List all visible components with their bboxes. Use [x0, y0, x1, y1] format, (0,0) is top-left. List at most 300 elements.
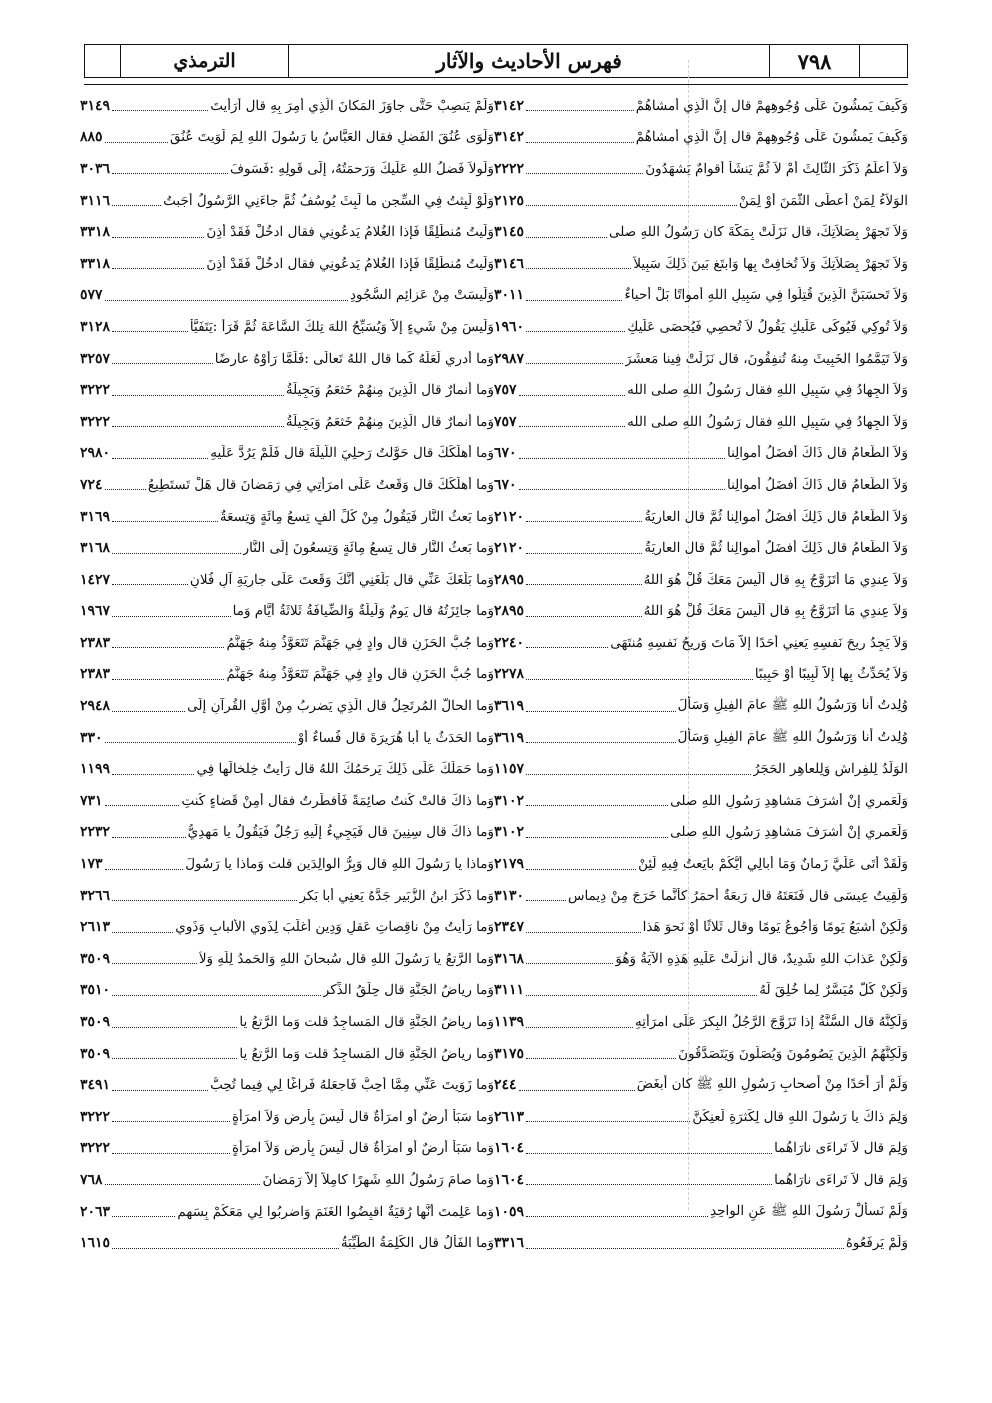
entry-text: وَما زَوَيتَ عَنِّي مِمَّا أُحِبُّ فَاجعَلهُ فَراغًا لِي فِيما تُحِبُّ: [210, 1077, 494, 1094]
index-entry: [80, 1133, 494, 1165]
hadith-number: ٣٠٣٦: [80, 160, 111, 177]
index-entry: [80, 153, 494, 185]
entry-text: وَلَكِنْ أشبَعُ يَومًا وَأجُوعُ يَومًا وقال ثَلاثًا أوْ نَحوَ هَذا: [642, 919, 908, 936]
left-column: [80, 90, 494, 1259]
hadith-number: ٥٧٧: [80, 287, 103, 304]
dot-leader: [105, 805, 180, 806]
entry-text: وَلَعَمرِي إنْ أشرَفَ مَشاهِدِ رَسُولِ اللهِ صلى: [670, 792, 908, 809]
hadith-number: ٣٠١١: [494, 287, 525, 304]
index-entry: [494, 943, 908, 975]
entry-text: وَما سَبَأٌ أرضٌ أوِ امرَأةٌ قال لَيسَ بِأرضٍ وَلاَ امرَأةٍ: [231, 1108, 494, 1125]
hadith-number: ٢٦١٣: [80, 919, 111, 936]
entry-text: وَما رَأيتُ مِنْ ناقِصاتِ عَقلٍ وَدِينٍ أغلَبَ لِذَوِي الألبابِ وَذَوِي: [175, 919, 494, 936]
entry-text: وَلاَ يُحَدِّثُ بِها إلاَّ لَبِيبًا أوْ حَبِيبًا: [754, 666, 908, 683]
dot-leader: [526, 584, 641, 585]
hadith-number: ٢٦١٣: [494, 1108, 525, 1125]
entry-text: وَما سَبَأٌ أرضٌ أوِ امرَأةٌ قال لَيسَ بِأرضٍ وَلاَ امرَأةٍ: [231, 1140, 494, 1157]
header-rule: [84, 84, 908, 85]
dot-leader: [526, 995, 757, 996]
index-entry: [494, 722, 908, 754]
hadith-number: ٣٣١٦: [494, 1235, 525, 1252]
dot-leader: [105, 489, 146, 490]
index-entry: [494, 438, 908, 470]
hadith-number: ٣١١٦: [80, 192, 111, 209]
dot-leader: [526, 1058, 676, 1059]
dot-leader: [526, 553, 642, 554]
index-entry: [494, 122, 908, 154]
entry-text: وَلَقَدْ أتَى عَلَيَّ زَمانٌ وَمَا أُبالِي أيُّكُمْ بايَعتُ فِيهِ لَئِنْ: [638, 856, 908, 873]
entry-text: وَما الرَّتعُ يا رَسُولَ اللهِ قال سُبحانَ اللهِ وَالحَمدُ لِلَّهِ وَلاَ: [198, 950, 494, 967]
entry-text: وَما رِياضُ الجَنَّةِ قال حِلَقُ الذِّكرِ: [322, 982, 494, 999]
index-entry: [80, 90, 494, 122]
index-entry: [80, 722, 494, 754]
hadith-number: ٢٩٨٠: [80, 445, 111, 462]
entry-text: وَما عَلِمتَ أنَّها رُقيَةٌ اقبِضُوا الغَنَمَ وَاضرِبُوا لِي مَعَكُمْ بِسَهمٍ: [177, 1203, 494, 1220]
index-entry: [494, 343, 908, 375]
entry-text: وَما أنمارٌ قال الَّذِينَ مِنهُمْ خَثعَمُ وَبَجِيلَةُ: [285, 413, 494, 430]
hadith-number: ٣٣١٨: [80, 255, 111, 272]
index-entry: [80, 280, 494, 312]
entry-text: وَما أدرِي لَعَلَّهُ كَما قال اللهُ تَعالَى :فَلَمَّا رَأَوْهُ عارِضًا: [214, 350, 494, 367]
entry-text: وَلَمْ يَرفَعُوهُ: [845, 1235, 908, 1252]
entry-text: وَلَوَى عُنُقَ الفَضلِ فقال العَبَّاسُ يا رَسُولَ اللهِ لِمَ لَوَيتَ عُنُقَ: [170, 129, 494, 146]
entry-text: وَلاَ الطَّعامُ قال ذَاكَ أفضَلُ أموالِنا: [726, 476, 908, 493]
entry-text: وَما بَلَغَكَ عَنِّي قال بَلَغَنِي أنَّكَ وَقَعتَ عَلَى جارِيَةِ آلِ فُلانٍ: [189, 571, 494, 588]
hadith-number: ٢١٢٠: [494, 540, 525, 557]
hadith-number: ٢٢٢٢: [494, 160, 525, 177]
entry-text: وَما رِياضُ الجَنَّةِ قال المَساجِدُ قلت وَما الرَّتعُ يا: [239, 1045, 494, 1062]
entry-text: وَلَمْ أرَ أحَدًا مِنْ أصحابِ رَسُولِ اللهِ ﷺ كان أبغَضَ: [636, 1076, 908, 1093]
entry-text: وَكَيفَ يَمشُونَ عَلَى وُجُوهِهِمْ قال إنَّ الَّذِي أمشاهُمْ: [635, 97, 908, 114]
dot-leader: [105, 300, 348, 301]
hadith-number: ١١٩٩: [80, 761, 111, 778]
dot-leader: [112, 616, 231, 617]
entry-text: وَلاَ تَجهَرْ بِصَلاَتِكَ، قال نَزَلَتْ بِمَكَّةَ كان رَسُولُ اللهِ صلى: [608, 224, 908, 241]
hadith-number: ١٤٢٧: [80, 571, 111, 588]
dot-leader: [526, 647, 608, 648]
dot-leader: [112, 363, 213, 364]
index-entry: [494, 564, 908, 596]
dot-leader: [112, 995, 321, 996]
entry-text: وَلاَ عِندِي مَا أتَزَوَّجُ بِهِ قال ألَيسَ مَعَكَ قُلْ هُوَ اللهُ: [643, 571, 908, 588]
dot-leader: [105, 742, 296, 743]
hadith-number: ٧٥٧: [494, 382, 517, 399]
hadith-number: ٣١٤٢: [494, 129, 525, 146]
hadith-number: ٣٣١٨: [80, 224, 111, 241]
dot-leader: [526, 1121, 690, 1122]
dot-leader: [526, 932, 641, 933]
dot-leader: [112, 900, 297, 901]
entry-text: وَما الفَألُ قال الكَلِمَةُ الطَّيِّبَةُ: [340, 1235, 494, 1252]
entry-text: وَما ذاكَ قال سِنِينَ قال فَيَجِيءُ إلَيهِ رَجُلٌ فَيَقُولُ يا مَهدِيُّ: [187, 824, 494, 841]
hadith-number: ٣٥٠٩: [80, 950, 111, 967]
hadith-number: ٢٣٤٧: [494, 919, 525, 936]
dot-leader: [105, 142, 168, 143]
entry-text: وُلِدتُ أنا وَرَسُولُ اللهِ ﷺ عامَ الفِيلِ وَسَأَلَ: [677, 697, 908, 714]
index-entry: [494, 185, 908, 217]
dot-leader: [526, 711, 676, 712]
entry-text: وَما ذَكَرَ ابنُ الزُّبَيرِ جَدَّهُ يَعنِي أبا بَكرٍ: [299, 887, 494, 904]
entry-text: وَلاَ تَجهَرْ بِصَلاَتِكَ وَلاَ تُخافِتْ بِها وَابتَغِ بَينَ ذَلِكَ سَبِيلاً: [633, 255, 908, 272]
page-number: ٧٩٨: [769, 45, 859, 77]
index-entry: [80, 185, 494, 217]
index-entry: [494, 1227, 908, 1259]
dot-leader: [112, 205, 161, 206]
hadith-number: ٣١٤٦: [494, 255, 525, 272]
dot-leader: [526, 1184, 772, 1185]
index-entry: [80, 627, 494, 659]
hadith-number: ١٠٥٩: [494, 1203, 525, 1220]
index-entry: [80, 880, 494, 912]
dot-leader: [526, 679, 753, 680]
index-entry: [80, 216, 494, 248]
right-column: [494, 90, 908, 1259]
hadith-number: ١١٥٧: [494, 761, 525, 778]
dot-leader: [112, 1058, 237, 1059]
dot-leader: [112, 553, 241, 554]
entry-text: وَلَقِيتُ عِيسَى قال فَنَعَتَهُ قال رَبعَةٌ أحمَرُ كأنَّما خَرَجَ مِنْ دِيماسٍ: [567, 887, 908, 904]
hadith-number: ٢٣٨٣: [80, 666, 111, 683]
entry-text: وَما أهلَكَكَ قال حَوَّلتُ رَحلِيَ اللَّيلَةَ قال فَلَمْ يَرُدَّ عَلَيهِ: [210, 445, 494, 462]
page-header: [84, 44, 908, 78]
entry-text: وَلِمَ قال لاَ تَراءَى نارَاهُما: [774, 1140, 908, 1157]
dot-leader: [526, 237, 607, 238]
hadith-number: ٧٣١: [80, 792, 103, 809]
index-entry: [494, 975, 908, 1007]
entry-text: وَلاَ الطَّعامُ قال ذَلِكَ أفضَلُ أموالِنا ثُمَّ قال العارِيَةُ: [644, 540, 908, 557]
hadith-number: ٧٥٧: [494, 413, 517, 430]
hadith-number: ١٩٦٠: [494, 318, 525, 335]
hadith-number: ١٦١٥: [80, 1235, 111, 1252]
entry-text: وَما أنمارٌ قال الَّذِينَ مِنهُمْ خَثعَمُ وَبَجِيلَةُ: [285, 382, 494, 399]
entry-text: وَما بَعثُ النَّارِ فَيَقُولُ مِنْ كُلِّ ألفٍ تِسعُ مِائَةٍ وَتِسعَةٌ: [219, 508, 494, 525]
hadith-number: ٦٧٠: [494, 476, 517, 493]
index-entry: [494, 374, 908, 406]
dot-leader: [526, 173, 643, 174]
entry-text: وَلِمَ قال لاَ تَراءَى نارَاهُما: [774, 1171, 908, 1188]
entry-text: وَلَولاَ فَضلُ اللهِ عَلَيكَ وَرَحمَتُهُ، إلَى قَولِهِ :فَسَوفَ: [229, 160, 494, 177]
entry-text: وَلاَ يَجِدُ رِيحَ نَفسِهِ يَعنِي أحَدًا إلاَّ مَاتَ وَرِيحُ نَفسِهِ مُنتَهَى: [610, 634, 908, 651]
hadith-number: ٧٢٤: [80, 476, 103, 493]
hadith-number: ٣١٧٥: [494, 1045, 525, 1062]
hadith-number: ٢٤٤: [494, 1077, 517, 1094]
hadith-number: ٢٢٤٠: [494, 634, 525, 651]
entry-text: وَما رِياضُ الجَنَّةِ قال المَساجِدُ قلت وَما الرَّتعُ يا: [239, 1014, 494, 1031]
index-entry: [494, 627, 908, 659]
hadith-number: ١٦٠٤: [494, 1140, 525, 1157]
index-entry: [494, 532, 908, 564]
hadith-number: ٢٩٤٨: [80, 698, 111, 715]
dot-leader: [526, 205, 737, 206]
index-entry: [494, 501, 908, 533]
dot-leader: [526, 521, 642, 522]
dot-leader: [112, 774, 194, 775]
dot-leader: [112, 395, 284, 396]
book-name: الترمذي: [121, 45, 289, 77]
hadith-number: ٣١١١: [494, 982, 525, 999]
entry-text: وَلَيتُ مُنطَلِقًا فَإذا الغُلامُ يَدعُونِي فقال ادخُلْ فَقَدْ أُذِنَ: [206, 255, 494, 272]
dot-leader: [112, 110, 208, 111]
entry-text: وَلَعَمرِي إنْ أشرَفَ مَشاهِدِ رَسُولِ اللهِ صلى: [670, 824, 908, 841]
index-entry: [80, 469, 494, 501]
entry-text: وَماذا يا رَسُولَ اللهِ قال وَبِرُّ الوالِدَينِ قلت وَماذا يا رَسُولَ: [185, 856, 494, 873]
entry-text: وَما جُبُّ الحَزَنِ قال وادٍ فِي جَهَنَّمَ تَتَعَوَّذُ مِنهُ جَهَنَّمُ: [226, 634, 494, 651]
hadith-number: ٣٤٩١: [80, 1077, 111, 1094]
dot-leader: [105, 869, 184, 870]
hadith-number: ٢٨٩٥: [494, 603, 525, 620]
dot-leader: [112, 331, 188, 332]
entry-text: الوَلَدُ لِلفِراشِ وَلِلعاهِرِ الحَجَرُ: [752, 761, 908, 778]
hadith-number: ١١٣٩: [494, 1014, 525, 1031]
hadith-number: ٢٠٦٣: [80, 1203, 111, 1220]
index-entry: [80, 690, 494, 722]
dot-leader: [112, 932, 173, 933]
entry-text: وَلاَ الجِهادُ فِي سَبِيلِ اللهِ فقال رَسُولُ اللهِ صلى الله: [627, 382, 908, 399]
index-entry: [494, 248, 908, 280]
index-entry: [494, 311, 908, 343]
index-entry: [80, 659, 494, 691]
entry-text: وَما أهلَكَكَ قال وَقَعتُ عَلَى امرَأتِي فِي رَمَضانَ قال هَلْ تَستَطِيعُ: [147, 476, 494, 493]
index-entry: [494, 690, 908, 722]
dot-leader: [112, 1090, 208, 1091]
dot-leader: [519, 458, 725, 459]
index-entry: [80, 1196, 494, 1228]
index-entry: [494, 1164, 908, 1196]
index-entry: [80, 1101, 494, 1133]
index-entry: [80, 1038, 494, 1070]
dot-leader: [526, 268, 631, 269]
dot-leader: [526, 1216, 708, 1217]
entry-text: وَلَمْ نَسأَلْ رَسُولَ اللهِ ﷺ عَنِ الواحِدِ: [710, 1202, 908, 1219]
index-entry: [494, 1133, 908, 1165]
dot-leader: [526, 900, 566, 901]
hadith-number: ٣٢٥٧: [80, 350, 111, 367]
dot-leader: [526, 742, 676, 743]
dot-leader: [112, 647, 224, 648]
hadith-number: ٧٦٨: [80, 1171, 103, 1188]
dot-leader: [112, 1153, 230, 1154]
dot-leader: [526, 805, 668, 806]
page-title: فهرس الأحاديث والآثار: [436, 49, 622, 73]
dot-leader: [112, 1216, 175, 1217]
index-entry: [80, 374, 494, 406]
index-entry: [494, 753, 908, 785]
index-entry: [80, 343, 494, 375]
dot-leader: [112, 268, 204, 269]
hadith-number: ٣١٢٨: [80, 318, 111, 335]
dot-leader: [526, 142, 634, 143]
entry-text: وَما صامَ رَسُولُ اللهِ شَهرًا كامِلاً إلاَّ رَمَضانَ: [262, 1171, 494, 1188]
entry-text: وَلَمْ يَنصِبْ حَتَّى جاوَزَ المَكانَ الَّذِي أُمِرَ بِهِ قال أرَأيتَ: [210, 97, 494, 114]
entry-text: وَلاَ تَحسَبَنَّ الَّذِينَ قُتِلُوا فِي سَبِيلِ اللهِ أمواتًا بَلْ أحياءٌ: [624, 287, 908, 304]
dot-leader: [526, 363, 623, 364]
dot-leader: [526, 963, 613, 964]
entry-text: وَلَيسَ مِنْ شَيءٍ إلاَّ وَيُسَبِّحُ اللهَ تِلكَ السَّاعَةَ ثُمَّ قَرَأَ :يَتَفَيَّأُ: [189, 318, 494, 335]
dot-leader: [519, 1090, 635, 1091]
dot-leader: [526, 300, 622, 301]
hadith-number: ٣١٦٩: [80, 508, 111, 525]
entry-text: وَما ذاكَ قالتْ كُنتُ صائِمَةً فَأفطَرتُ فقال أمِنْ قَضاءٍ كُنتِ: [181, 792, 494, 809]
dot-leader: [526, 110, 634, 111]
index-entry: [80, 753, 494, 785]
entry-text: وَلاَ عِندِي مَا أتَزَوَّجُ بِهِ قال ألَيسَ مَعَكَ قُلْ هُوَ اللهُ: [643, 603, 908, 620]
hadith-number: ٣١٦٨: [494, 950, 525, 967]
dot-leader: [112, 584, 188, 585]
entry-text: وَلِمَ ذاكَ يا رَسُولَ اللهِ قال لِكَثرَةِ لَعنِكُنَّ: [692, 1108, 908, 1125]
index-entry: [80, 248, 494, 280]
index-entry: [494, 406, 908, 438]
dot-leader: [112, 963, 197, 964]
index-entry: [80, 785, 494, 817]
entry-text: وَلَيتُ مُنطَلِقًا فَإذا الغُلامُ يَدعُونِي فقال ادخُلْ فَقَدْ أُذِنَ: [206, 224, 494, 241]
hadith-number: ٣٣٠: [80, 729, 103, 746]
dot-leader: [526, 774, 751, 775]
dot-leader: [112, 237, 204, 238]
dot-leader: [112, 837, 186, 838]
index-entry: [494, 911, 908, 943]
index-entry: [80, 1006, 494, 1038]
hadith-number: ٣٢٢٢: [80, 1140, 111, 1157]
dot-leader: [526, 1153, 772, 1154]
entry-text: وُلِدتُ أنا وَرَسُولُ اللهِ ﷺ عامَ الفِيلِ وَسَأَلَ: [677, 728, 908, 745]
index-entry: [494, 596, 908, 628]
dot-leader: [112, 1121, 230, 1122]
index-entry: [80, 975, 494, 1007]
entry-text: وَلَكِنْ كُلٌّ مُيَسَّرٌ لِما خُلِقَ لَهُ: [759, 982, 908, 999]
hadith-number: ٣٥٠٩: [80, 1045, 111, 1062]
dot-leader: [526, 837, 668, 838]
header-blank-left: [85, 45, 121, 77]
dot-leader: [112, 711, 185, 712]
hadith-number: ٣٢٢٢: [80, 382, 111, 399]
entry-text: وَلاَ تُوكِي فَيُوكَى عَلَيكِ يَقُولُ لاَ تُحصِي فَيُحصَى عَلَيكِ: [627, 318, 908, 335]
hadith-number: ١٧٣: [80, 856, 103, 873]
index-entry: [494, 90, 908, 122]
entry-text: وَما الحالُّ المُرتَحِلُ قال الَّذِي يَضرِبُ مِنْ أوَّلِ القُرآنِ إلَى: [187, 698, 494, 715]
entry-text: وَما حَمَلَكَ عَلَى ذَلِكَ يَرحَمُكَ اللهُ قال رَأيتُ خِلخالَها فِي: [196, 761, 494, 778]
index-entry: [494, 785, 908, 817]
entry-text: وَما الحَدَثُ يا أبا هُرَيرَةَ قال فُساءٌ أوْ: [297, 729, 494, 746]
entry-text: وَما جائِزَتُهُ قال يَومٌ وَلَيلَةٌ وَالضِّيافَةُ ثَلاثَةُ أيَّامٍ وَما: [232, 603, 494, 620]
hadith-number: ٣١٠٢: [494, 824, 525, 841]
index-entry: [80, 564, 494, 596]
index-entry: [80, 817, 494, 849]
entry-text: وَلاَ أعلَمُ ذَكَرَ الثَّالِثَ أمْ لاَ ثُمَّ يَنشَأُ أقوامٌ يَشهَدُونَ: [645, 160, 908, 177]
dot-leader: [112, 521, 218, 522]
index-entry: [80, 1164, 494, 1196]
dot-leader: [526, 616, 641, 617]
hadith-number: ٣٥١٠: [80, 982, 111, 999]
index-entry: [494, 469, 908, 501]
hadith-number: ٢٢٣٢: [80, 824, 111, 841]
index-entry: [494, 1006, 908, 1038]
entry-text: وَما بَعثُ النَّارِ قال تِسعُ مِائَةٍ وَتِسعُونَ إلَى النَّارِ: [242, 540, 494, 557]
index-entry: [80, 1069, 494, 1101]
dot-leader: [112, 1248, 339, 1249]
index-entry: [494, 1038, 908, 1070]
hadith-number: ٢٨٩٥: [494, 571, 525, 588]
hadith-number: ٢١٢٥: [494, 192, 525, 209]
hadith-number: ٣٢٢٢: [80, 1108, 111, 1125]
index-entry: [494, 817, 908, 849]
dot-leader: [526, 869, 636, 870]
header-blank-right: [859, 45, 907, 77]
index-entry: [494, 1069, 908, 1101]
hadith-number: ٢٣٨٣: [80, 634, 111, 651]
hadith-number: ٣٦١٩: [494, 698, 525, 715]
entry-text: وَلاَ الطَّعامُ قال ذَلِكَ أفضَلُ أموالِنا ثُمَّ قال العارِيَةُ: [644, 508, 908, 525]
index-entry: [494, 659, 908, 691]
entry-text: وَلاَ الجِهادُ فِي سَبِيلِ اللهِ فقال رَسُولُ اللهِ صلى الله: [627, 413, 908, 430]
hadith-number: ٣١٣٠: [494, 887, 525, 904]
dot-leader: [526, 1027, 633, 1028]
hadith-number: ٣١٤٢: [494, 97, 525, 114]
hadith-number: ٣٢٦٦: [80, 887, 111, 904]
dot-leader: [105, 1184, 261, 1185]
dot-leader: [519, 395, 626, 396]
index-entry: [80, 943, 494, 975]
entry-text: وَما جُبُّ الحَزَنِ قال وادٍ فِي جَهَنَّمَ تَتَعَوَّذُ مِنهُ جَهَنَّمُ: [226, 666, 494, 683]
entry-text: وَلَكِنَّهُ قال السُّنَّةُ إذا تَزَوَّجَ الرَّجُلُ البِكرَ عَلَى امرَأتِهِ: [635, 1014, 908, 1031]
index-entry: [80, 406, 494, 438]
hadith-number: ٢١٧٩: [494, 856, 525, 873]
hadith-number: ٣٢٢٢: [80, 413, 111, 430]
hadith-number: ٨٨٥: [80, 129, 103, 146]
hadith-number: ٢٢٧٨: [494, 666, 525, 683]
hadith-number: ٢٩٨٧: [494, 350, 525, 367]
dot-leader: [519, 489, 725, 490]
hadith-number: ٦٧٠: [494, 445, 517, 462]
entry-text: وَلَيسَتْ مِنْ عَزائِمِ السُّجُودِ: [350, 287, 494, 304]
dot-leader: [526, 331, 625, 332]
index-entry: [494, 848, 908, 880]
index-entry: [80, 596, 494, 628]
dot-leader: [112, 1027, 237, 1028]
dot-leader: [112, 426, 284, 427]
dot-leader: [526, 1248, 844, 1249]
index-entry: [80, 532, 494, 564]
dot-leader: [112, 173, 228, 174]
hadith-number: ٣٦١٩: [494, 729, 525, 746]
index-entry: [494, 216, 908, 248]
index-entry: [80, 1227, 494, 1259]
hadith-number: ١٦٠٤: [494, 1171, 525, 1188]
index-entry: [80, 848, 494, 880]
hadith-number: ٢١٢٠: [494, 508, 525, 525]
index-entry: [494, 880, 908, 912]
index-entry: [494, 153, 908, 185]
index-entry: [80, 911, 494, 943]
hadith-number: ١٩٦٧: [80, 603, 111, 620]
entry-text: الوَلاَءُ لِمَنْ أعطَى الثَّمَنَ أوْ لِمَنْ: [738, 192, 908, 209]
hadith-number: ٣٥٠٩: [80, 1014, 111, 1031]
index-entry: [80, 501, 494, 533]
hadith-number: ٣١٤٥: [494, 224, 525, 241]
index-entry: [80, 438, 494, 470]
index-entry: [494, 1196, 908, 1228]
entry-text: وَلَوْ لَبِثتُ فِي السِّجنِ ما لَبِثَ يُوسُفُ ثُمَّ جاءَنِي الرَّسُولُ أجَبتُ: [163, 192, 494, 209]
entry-text: وَلَكِنَّهُمُ الَّذِينَ يَصُومُونَ وَيُصَلُّونَ وَيَتَصَدَّقُونَ: [678, 1045, 908, 1062]
entry-text: وَكَيفَ يَمشُونَ عَلَى وُجُوهِهِمْ قال إنَّ الَّذِي أمشاهُمْ: [635, 129, 908, 146]
dot-leader: [112, 679, 224, 680]
hadith-number: ٣١٦٨: [80, 540, 111, 557]
dot-leader: [519, 426, 626, 427]
index-entry: [80, 311, 494, 343]
hadith-number: ٣١٠٢: [494, 792, 525, 809]
dot-leader: [112, 458, 208, 459]
entry-text: وَلاَ الطَّعامُ قال ذَاكَ أفضَلُ أموالِنا: [726, 445, 908, 462]
index-entry: [494, 1101, 908, 1133]
